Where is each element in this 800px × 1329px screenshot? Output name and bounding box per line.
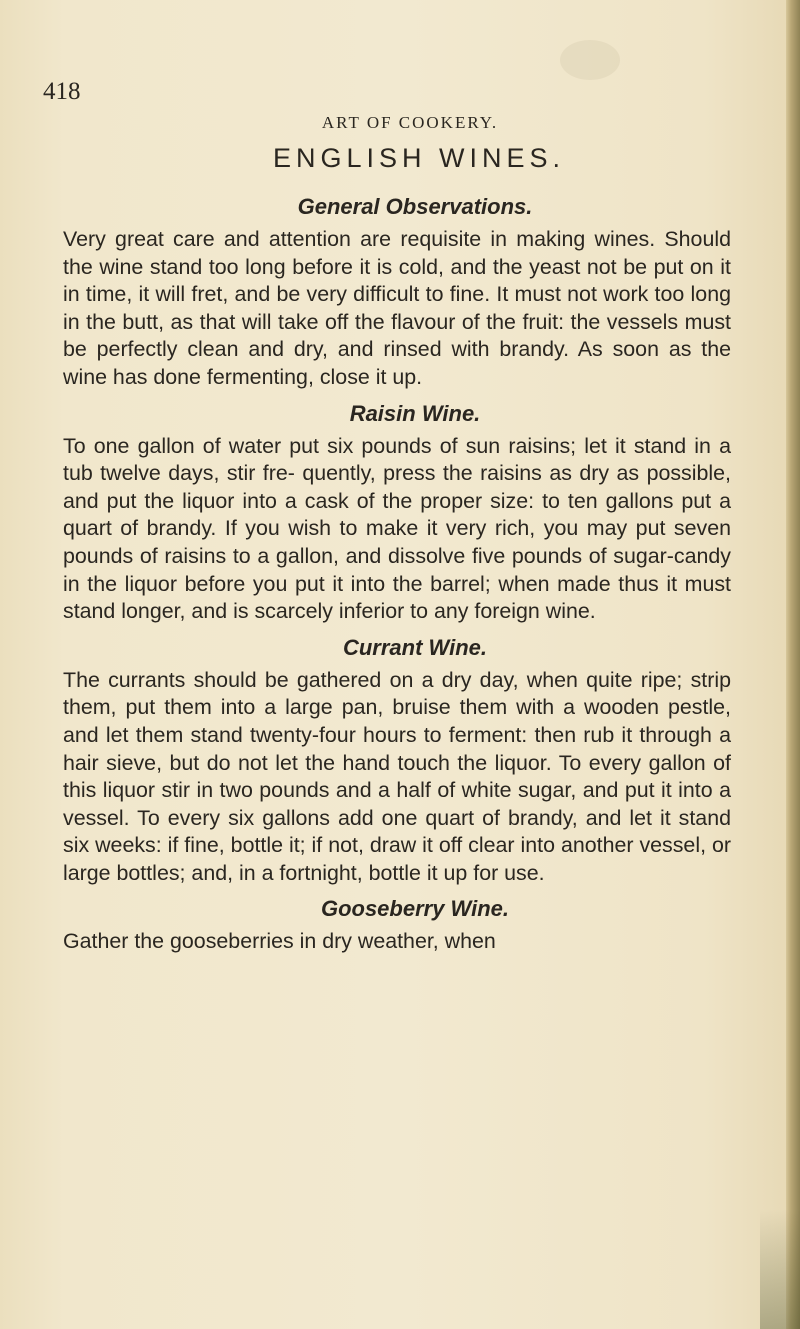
- page-edge-shadow: [786, 0, 800, 1329]
- section-heading-general-observations: General Observations.: [297, 194, 533, 219]
- section-heading-gooseberry-wine: Gooseberry Wine.: [320, 896, 510, 922]
- running-head: ART OF COOKERY.: [321, 113, 499, 132]
- paper-stain: [560, 40, 620, 80]
- page-corner-shadow: [760, 1209, 800, 1329]
- section-body-raisin-wine: To one gallon of water put six pounds of sun raisins; let it stand in a tub twelve days, stir fre- quently, press the raisins as dry as possible, and put the liquor into a cask of the proper size: to ten gallons put a quart of brandy. If you wish to make it very rich, you may put seven pounds of raisins to a gallon, and dissolve five pounds of sugar-candy in the liquor before you put it into the barrel; when made thus it must stand longer, and is scarcely inferior to any foreign wine.: [63, 433, 731, 624]
- page-number: 418: [43, 78, 81, 105]
- section-body-gooseberry-wine: Gather the gooseberries in dry weather, when: [63, 929, 496, 954]
- section-body-general-observations: Very great care and attention are requisite in making wines. Should the wine stand too long before it is cold, and the yeast not be put on it in time, it will fret, and be very difficult to fine. It must not work too long in the butt, as that will take off the flavour of the fruit: the vessels must be perfectly clean and dry, and rinsed with brandy. As soon as the wine has done fermenting, close it up.: [63, 227, 731, 389]
- page-body: [63, 192, 731, 963]
- section-body-currant-wine: The currants should be gathered on a dry day, when quite ripe; strip them, put them into a large pan, bruise them with a wooden pestle, and let them stand twenty-four hours to ferment: then rub it through a hair sieve, but do not let the hand touch the liquor. To every gallon of this liquor stir in two pounds and a half of white sugar, and put it into a vessel. To every six gallons add one quart of brandy, and let it stand six weeks: if fine, bottle it; if not, draw it off clear into another vessel, or large bottles; and, in a fortnight, bottle it up for use.: [63, 667, 731, 885]
- section-heading-raisin-wine: Raisin Wine.: [349, 400, 481, 426]
- chapter-title: ENGLISH WINES.: [272, 143, 566, 173]
- section-heading-currant-wine: Currant Wine.: [342, 634, 488, 660]
